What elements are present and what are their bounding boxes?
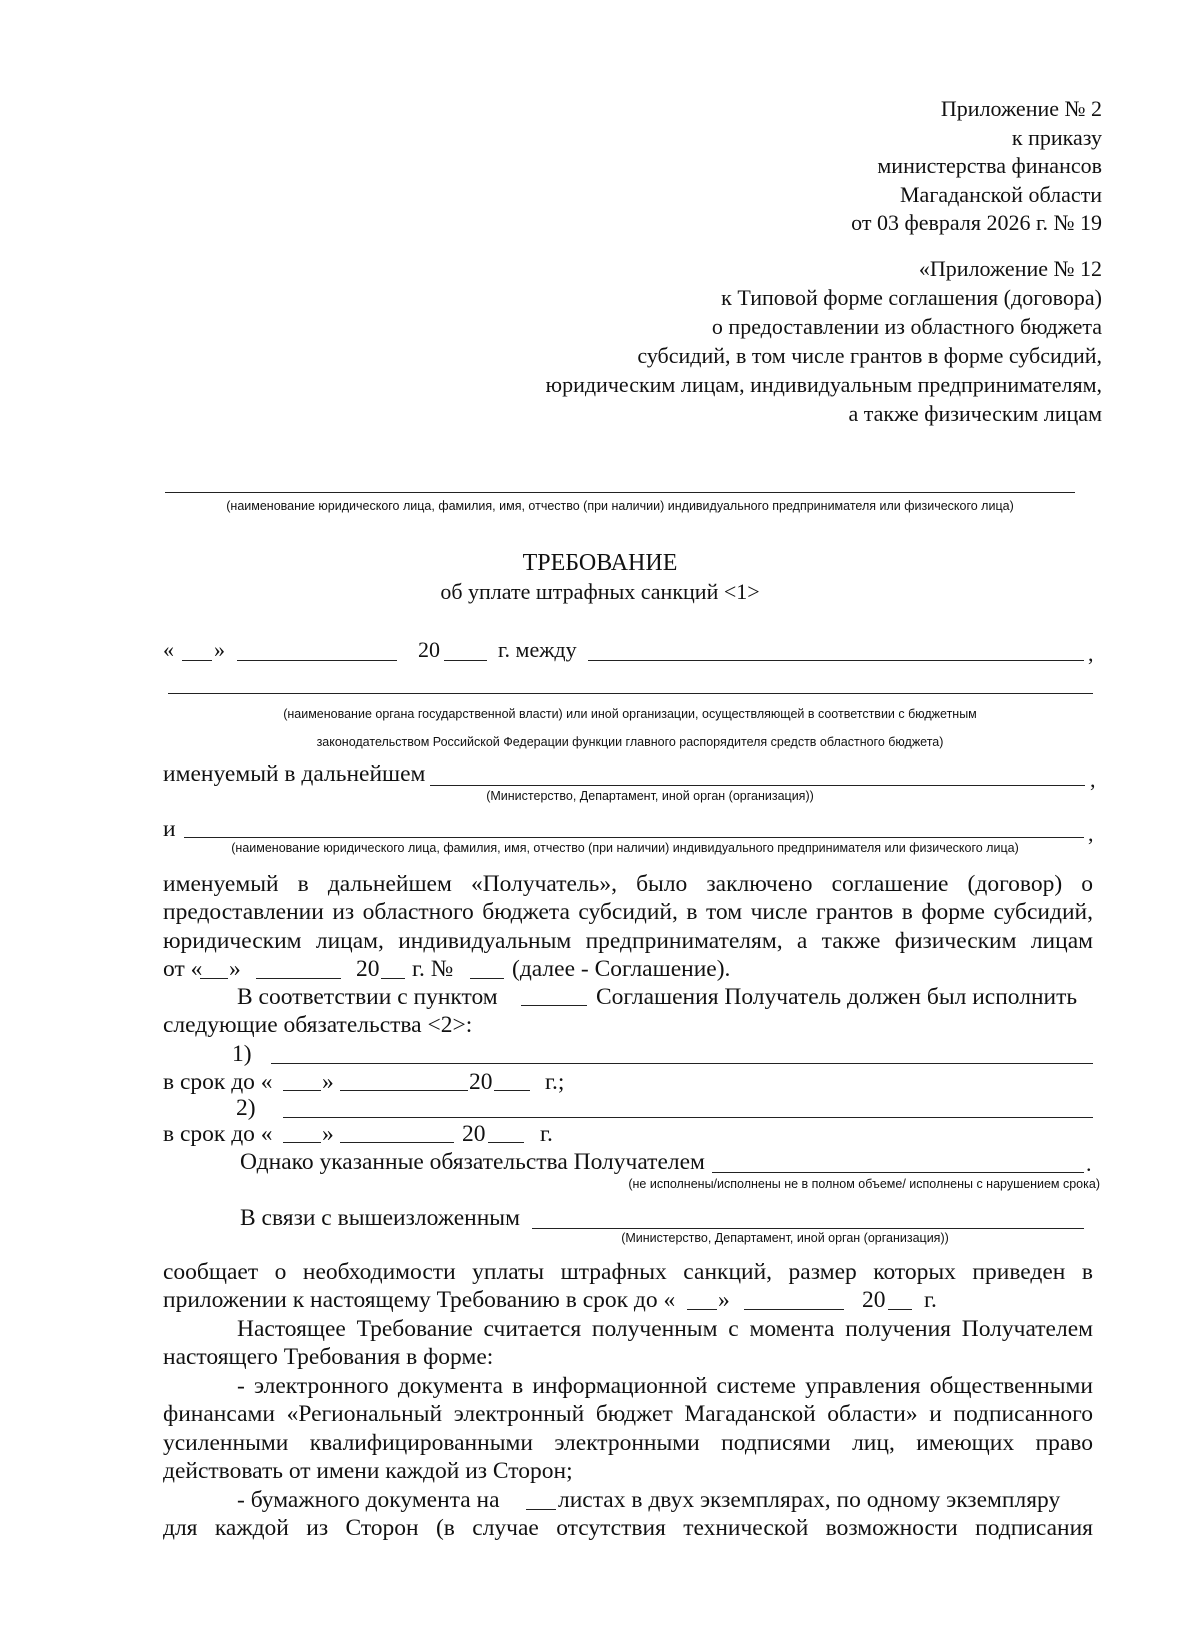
named-label: именуемый в дальнейшем: [163, 761, 426, 787]
recipient-caption-2: (наименование юридического лица, фамилия, имя, отчество (при наличии) индивидуального предпринимателя или физического лица): [231, 841, 1019, 855]
obligation-deadline-prefix: в срок до «: [163, 1121, 273, 1147]
recipient-caption: (наименование юридического лица, фамилия, имя, отчество (при наличии) индивидуального предпринимателя или физического лица): [226, 499, 1014, 513]
agreement-month-field[interactable]: [256, 978, 341, 979]
agreement-day-field[interactable]: [200, 978, 228, 979]
para4-line1: Настоящее Требование считается полученным с момента получения Получателем: [237, 1316, 1093, 1342]
form-appendix-line: а также физическим лицам: [848, 401, 1102, 426]
form-appendix-line: о предоставлении из областного бюджета: [711, 314, 1102, 339]
payment-day-field[interactable]: [687, 1309, 717, 1310]
obligation-2-field[interactable]: [283, 1117, 1093, 1118]
para5-line1: - электронного документа в информационной системе управления общественными: [237, 1373, 1093, 1399]
appendix-header: [851, 95, 1102, 238]
para1-line4-no: г. №: [412, 956, 454, 982]
organ-caption-line2: законодательством Российской Федерации функции главного распорядителя средств областного бюджета): [316, 735, 944, 749]
obligation-2-year-field[interactable]: [488, 1142, 524, 1143]
obligation-number: 1): [232, 1041, 252, 1067]
obligation-suffix: г.;: [545, 1069, 565, 1095]
obligation-year: 20: [469, 1069, 493, 1095]
date-open-quote: «: [163, 637, 174, 662]
organ-fill-line[interactable]: [588, 660, 1084, 661]
para1-line4-q: »: [229, 956, 241, 982]
form-appendix-line: «Приложение № 12: [918, 256, 1102, 281]
recipient-fill-line-2[interactable]: [184, 837, 1084, 838]
obligation-deadline-prefix: в срок до «: [163, 1069, 273, 1095]
obligation-number: 2): [236, 1095, 256, 1121]
obligation-suffix: г.: [540, 1121, 553, 1147]
appendix-line: Магаданской области: [900, 181, 1102, 207]
date-month-field[interactable]: [237, 660, 397, 661]
para1-line2: предоставлении из областного бюджета субсидий, в том числе грантов в форме субсидий,: [163, 899, 1093, 925]
para6-line1-suffix: листах в двух экземплярах, по одному экземпляру: [558, 1487, 1061, 1513]
appendix-line: от 03 февраля 2026 г. № 19: [851, 210, 1102, 235]
para1-line3: юридическим лицам, индивидуальным предпринимателям, а также физическим лицам: [163, 928, 1093, 954]
form-appendix-header: [546, 254, 1102, 428]
named-comma: ,: [1090, 767, 1096, 792]
para1-line4-suffix: (далее - Соглашение).: [512, 956, 731, 982]
named-fill-line[interactable]: [430, 785, 1085, 786]
obligation-year: 20: [462, 1121, 486, 1147]
execution-status-field[interactable]: [712, 1172, 1084, 1173]
and-comma: ,: [1088, 821, 1094, 846]
however-dot: .: [1086, 1151, 1092, 1176]
obligation-1-month-field[interactable]: [340, 1090, 468, 1091]
sheet-count-field[interactable]: [526, 1509, 556, 1510]
document-title: ТРЕБОВАНИЕ: [522, 550, 678, 576]
obligation-2-day-field[interactable]: [283, 1142, 321, 1143]
document-subtitle: об уплате штрафных санкций <1>: [440, 579, 760, 604]
obligation-deadline-q: »: [322, 1069, 334, 1095]
in-connection-label: В связи с вышеизложенным: [240, 1205, 520, 1231]
form-appendix-line: юридическим лицам, индивидуальным предпринимателям,: [545, 372, 1102, 397]
para3-line1: сообщает о необходимости уплаты штрафных санкций, размер которых приведен в: [163, 1259, 1093, 1285]
recipient-fill-line[interactable]: [165, 492, 1075, 493]
named-caption: (Министерство, Департамент, иной орган (организация)): [486, 789, 814, 803]
para2-line2: следующие обязательства <2>:: [163, 1012, 473, 1038]
para4-line2: настоящего Требования в форме:: [163, 1344, 494, 1370]
obligation-deadline-q: »: [322, 1121, 334, 1147]
organ-name-field[interactable]: [532, 1228, 1084, 1229]
form-appendix-line: к Типовой форме соглашения (договора): [721, 285, 1102, 310]
date-year-field[interactable]: [444, 660, 487, 661]
agreement-number-field[interactable]: [470, 978, 504, 979]
para6-line2: для каждой из Сторон (в случае отсутствия технической возможности подписания: [163, 1515, 1093, 1541]
agreement-year-field[interactable]: [381, 978, 405, 979]
payment-year-field[interactable]: [888, 1309, 912, 1310]
para6-line1-prefix: - бумажного документа на: [237, 1487, 500, 1513]
date-day-field[interactable]: [182, 660, 212, 661]
para2-line1-prefix: В соответствии с пунктом: [237, 984, 498, 1010]
para2-line1-suffix: Соглашения Получатель должен был исполнить: [596, 984, 1078, 1010]
para1-line4-year: 20: [356, 956, 380, 982]
clause-number-field[interactable]: [521, 1005, 587, 1006]
date-year-prefix: 20: [418, 637, 440, 662]
and-label: и: [163, 816, 176, 842]
however-caption: (не исполнены/исполнены не в полном объеме/ исполнены с нарушением срока): [628, 1177, 1100, 1191]
para3-line2-year: 20: [862, 1287, 886, 1313]
organ-caption-line1: (наименование органа государственной власти) или иной организации, осуществляющей в соответствии с бюджетным: [283, 707, 977, 721]
para5-line3: усиленными квалифицированными электронными подписями лиц, имеющих право: [163, 1430, 1093, 1456]
date-close-quote: »: [214, 637, 225, 662]
appendix-line: к приказу: [1011, 124, 1102, 150]
appendix-line: министерства финансов: [877, 153, 1102, 178]
date-line-comma: ,: [1088, 641, 1094, 666]
appendix-line: Приложение № 2: [940, 96, 1102, 121]
however-label: Однако указанные обязательства Получателем: [240, 1149, 705, 1175]
obligation-1-field[interactable]: [271, 1063, 1093, 1064]
in-connection-caption: (Министерство, Департамент, иной орган (организация)): [621, 1231, 949, 1245]
para1-line1: именуемый в дальнейшем «Получатель», было заключено соглашение (договор) о: [163, 871, 1093, 897]
between-word: г. между: [498, 637, 577, 662]
organ-fill-line-2[interactable]: [168, 693, 1093, 694]
form-appendix-line: субсидий, в том числе грантов в форме субсидий,: [637, 343, 1102, 368]
obligation-2-month-field[interactable]: [340, 1142, 454, 1143]
para3-line2-prefix: приложении к настоящему Требованию в срок до «: [163, 1287, 676, 1313]
payment-month-field[interactable]: [744, 1309, 844, 1310]
para1-line4-prefix: от «: [163, 956, 203, 982]
obligation-1-day-field[interactable]: [283, 1090, 321, 1091]
obligation-1-year-field[interactable]: [494, 1090, 530, 1091]
para3-line2-suffix: г.: [924, 1287, 937, 1313]
para5-line4: действовать от имени каждой из Сторон;: [163, 1458, 573, 1484]
para5-line2: финансами «Региональный электронный бюджет Магаданской области» и подписанного: [163, 1401, 1093, 1427]
para3-line2-q: »: [718, 1287, 730, 1313]
